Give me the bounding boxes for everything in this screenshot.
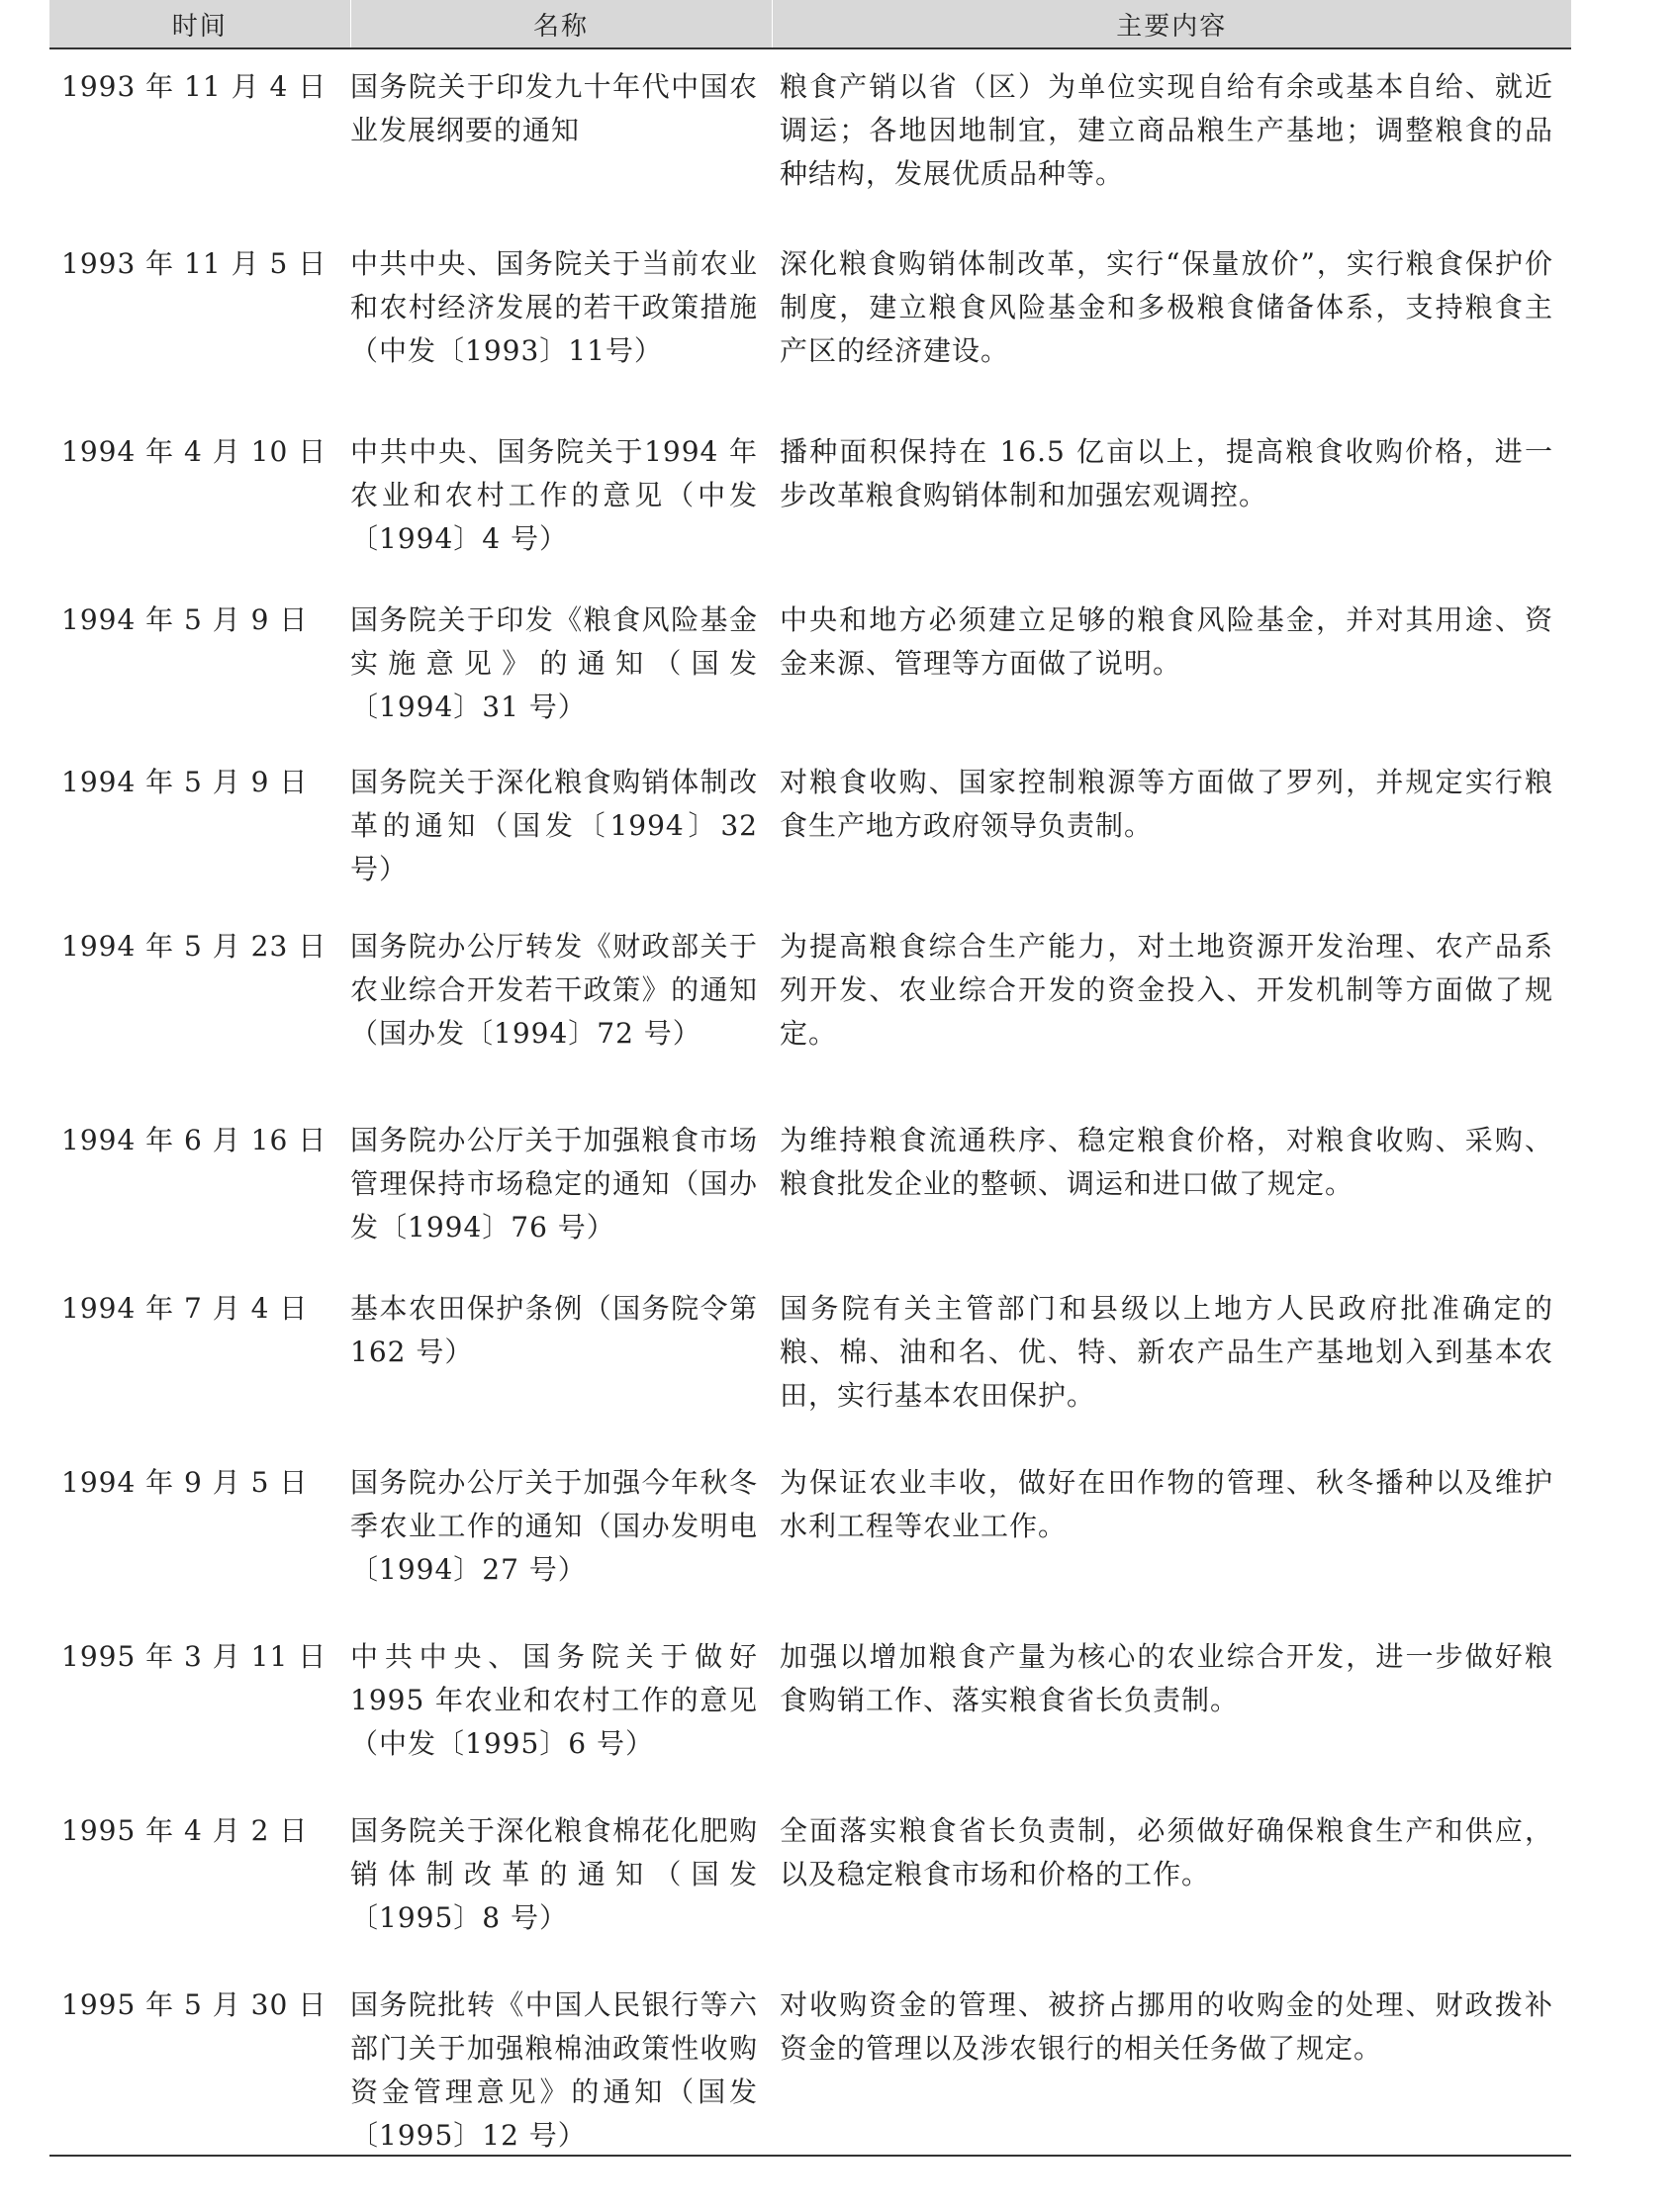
cell-time: 1994 年 5 月 9 日: [61, 603, 309, 636]
table-row: [49, 1617, 1571, 1792]
table-body: [49, 48, 1571, 2164]
cell-name: 国务院办公厅转发《财政部关于农业综合开发若干政策》的通知（国办发〔1994〕72 号）: [350, 930, 758, 1050]
cell-name: 基本农田保护条例（国务院令第 162 号）: [350, 1292, 758, 1368]
table-header: [49, 0, 1571, 48]
table-row: [49, 907, 1571, 1101]
policy-table-container: [49, 0, 1571, 2164]
cell-time: 1994 年 5 月 23 日: [61, 930, 327, 963]
cell-time: 1995 年 5 月 30 日: [61, 1988, 327, 2021]
cell-content: 深化粮食购销体制改革，实行“保量放价”，实行粮食保护价制度，建立粮食风险基金和多极粮食储备体系，支持粮食主产区的经济建设。: [780, 247, 1553, 367]
cell-content: 对收购资金的管理、被挤占挪用的收购金的处理、财政拨补资金的管理以及涉农银行的相关任务做了规定。: [780, 1988, 1553, 2065]
cell-content: 播种面积保持在 16.5 亿亩以上，提高粮食收购价格，进一步改革粮食购销体制和加强宏观调控。: [780, 435, 1553, 511]
cell-time: 1994 年 5 月 9 日: [61, 766, 309, 798]
cell-time: 1994 年 6 月 16 日: [61, 1124, 327, 1156]
cell-name: 国务院批转《中国人民银行等六部门关于加强粮棉油政策性收购资金管理意见》的通知（国发〔1995〕12 号）: [350, 1988, 758, 2152]
cell-name: 国务院关于印发《粮食风险基金实施意见》的通知（国发〔1994〕31 号）: [350, 603, 758, 723]
cell-content: 中央和地方必须建立足够的粮食风险基金，并对其用途、资金来源、管理等方面做了说明。: [780, 603, 1553, 680]
cell-content: 加强以增加粮食产量为核心的农业综合开发，进一步做好粮食购销工作、落实粮食省长负责制。: [780, 1640, 1553, 1716]
cell-content: 对粮食收购、国家控制粮源等方面做了罗列，并规定实行粮食生产地方政府领导负责制。: [780, 766, 1553, 842]
cell-time: 1995 年 3 月 11 日: [61, 1640, 327, 1673]
table-row: [49, 413, 1571, 581]
cell-content: 全面落实粮食省长负责制，必须做好确保粮食生产和供应，以及稳定粮食市场和价格的工作。: [780, 1814, 1553, 1890]
policy-table: [49, 0, 1571, 2164]
table-row: [49, 1966, 1571, 2164]
cell-time: 1994 年 4 月 10 日: [61, 435, 327, 468]
cell-name: 国务院关于深化粮食棉花化肥购销体制改革的通知（国发〔1995〕8 号）: [350, 1814, 758, 1934]
cell-name: 国务院关于深化粮食购销体制改革的通知（国发〔1994〕32 号）: [350, 766, 758, 885]
table-row: [49, 581, 1571, 743]
cell-content: 粮食产销以省（区）为单位实现自给有余或基本自给、就近调运；各地因地制宜，建立商品粮生产基地；调整粮食的品种结构，发展优质品种等。: [780, 70, 1553, 190]
table-row: [49, 743, 1571, 907]
cell-time: 1994 年 9 月 5 日: [61, 1466, 309, 1499]
table-row: [49, 1443, 1571, 1617]
cell-name: 中共中央、国务院关于当前农业和农村经济发展的若干政策措施（中发〔1993〕11号）: [350, 247, 758, 367]
table-row: [49, 1269, 1571, 1443]
table-row: [49, 48, 1571, 225]
cell-name: 中共中央、国务院关于做好1995 年农业和农村工作的意见（中发〔1995〕6 号）: [350, 1640, 758, 1760]
header-content: 主要内容: [772, 0, 1571, 48]
cell-content: 为提高粮食综合生产能力，对土地资源开发治理、农产品系列开发、农业综合开发的资金投入、开发机制等方面做了规定。: [780, 930, 1553, 1050]
header-name: 名称: [350, 0, 772, 48]
cell-time: 1993 年 11 月 4 日: [61, 70, 327, 103]
table-bottom-rule: [49, 2155, 1571, 2157]
cell-name: 国务院办公厅关于加强今年秋冬季农业工作的通知（国办发明电〔1994〕27 号）: [350, 1466, 758, 1586]
table-row: [49, 225, 1571, 413]
cell-time: 1994 年 7 月 4 日: [61, 1292, 309, 1325]
cell-content: 为保证农业丰收，做好在田作物的管理、秋冬播种以及维护水利工程等农业工作。: [780, 1466, 1553, 1542]
cell-name: 中共中央、国务院关于1994 年农业和农村工作的意见（中发〔1994〕4 号）: [350, 435, 758, 555]
header-time: 时间: [49, 0, 350, 48]
cell-time: 1993 年 11 月 5 日: [61, 247, 327, 280]
header-row: [49, 0, 1571, 48]
cell-time: 1995 年 4 月 2 日: [61, 1814, 309, 1847]
cell-name: 国务院办公厅关于加强粮食市场管理保持市场稳定的通知（国办发〔1994〕76 号）: [350, 1124, 758, 1244]
cell-name: 国务院关于印发九十年代中国农业发展纲要的通知: [350, 70, 758, 146]
table-row: [49, 1792, 1571, 1966]
cell-content: 为维持粮食流通秩序、稳定粮食价格，对粮食收购、采购、粮食批发企业的整顿、调运和进口做了规定。: [780, 1124, 1553, 1200]
table-row: [49, 1101, 1571, 1269]
cell-content: 国务院有关主管部门和县级以上地方人民政府批准确定的粮、棉、油和名、优、特、新农产品生产基地划入到基本农田，实行基本农田保护。: [780, 1292, 1553, 1412]
